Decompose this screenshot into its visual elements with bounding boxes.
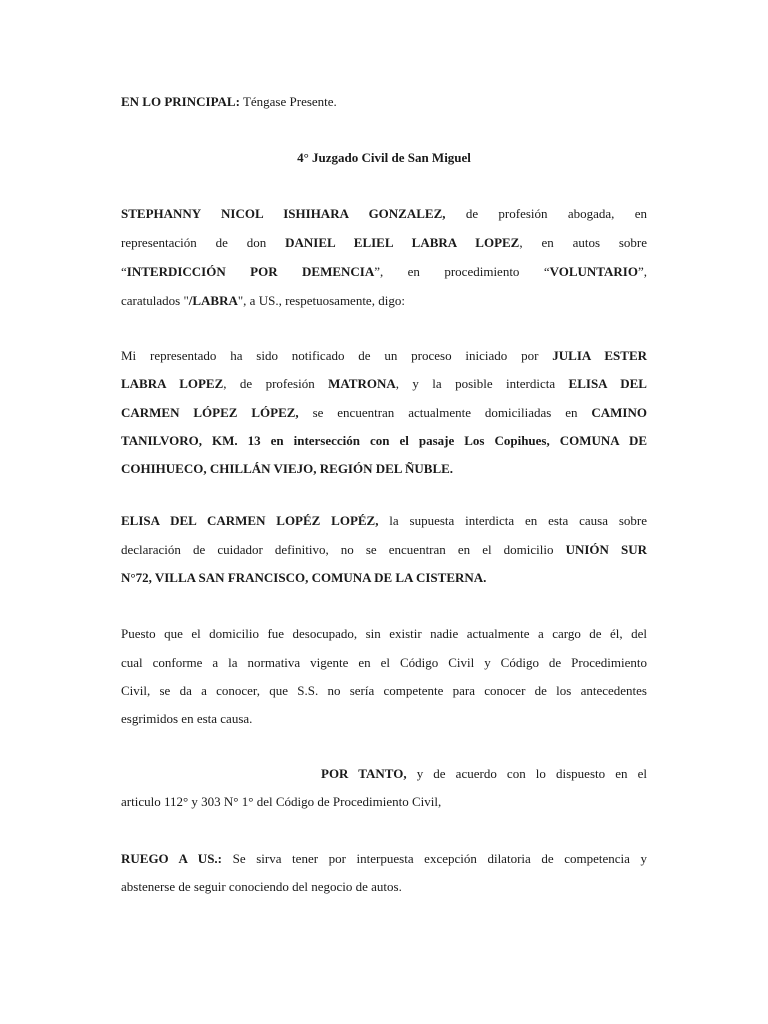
case-subject: INTERDICCIÓN POR DEMENCIA [126,264,375,279]
p1-line-4: caratulados "/LABRA", a US., respetuosamente, digo: [121,293,405,308]
por-tanto-label: POR TANTO, [321,766,407,781]
lawyer-name: STEPHANNY NICOL ISHIHARA GONZALEZ, [121,206,446,221]
p3-line-1: ELISA DEL CARMEN LOPÉZ LOPÉZ, la supuesta interdicta en esta causa sobre [121,513,647,528]
p5-line-2: articulo 112° y 303 N° 1° del Código de Procedimiento Civil, [121,794,442,809]
case-caption: /LABRA [188,293,238,308]
p2-line-4: TANILVORO, KM. 13 en intersección con el pasaje Los Copihues, COMUNA DE [121,433,647,448]
p4-line-1: Puesto que el domicilio fue desocupado, sin existir nadie actualmente a cargo de él, del [121,626,647,641]
p2-line-5: COHIHUECO, CHILLÁN VIEJO, REGIÓN DEL ÑUBLE. [121,461,454,476]
p5-line-1: POR TANTO, y de acuerdo con lo dispuesto en el [321,766,647,781]
court-name: 4° Juzgado Civil de San Miguel [297,150,471,165]
p2-line-2: LABRA LOPEZ, de profesión MATRONA, y la posible interdicta ELISA DEL [121,376,647,391]
p4-line-3: Civil, se da a conocer, que S.S. no sería competente para conocer de los antecedentes [121,683,647,698]
p3-line-2: declaración de cuidador definitivo, no se encuentran en el domicilio UNIÓN SUR [121,542,647,557]
p6-line-1: RUEGO A US.: Se sirva tener por interpuesta excepción dilatoria de competencia y [121,851,648,866]
p2-line-3: CARMEN LÓPEZ LÓPEZ, se encuentran actualmente domiciliadas en CAMINO [121,405,647,420]
p2-line-1: Mi representado ha sido notificado de un proceso iniciado por JULIA ESTER [121,348,647,363]
p6-line-2: abstenerse de seguir conociendo del negocio de autos. [121,879,402,894]
principal-text: Téngase Presente. [239,94,337,109]
p3-line-3: N°72, VILLA SAN FRANCISCO, COMUNA DE LA CISTERNA. [121,570,487,585]
p4-line-2: cual conforme a la normativa vigente en el Código Civil y Código de Procedimiento [121,655,647,670]
ruego-label: RUEGO A US.: [121,851,223,866]
p1-line-3: “INTERDICCIÓN POR DEMENCIA”, en procedimiento “VOLUNTARIO”, [121,264,647,279]
principal-heading [121,92,647,112]
p1-line-1: STEPHANNY NICOL ISHIHARA GONZALEZ, de profesión abogada, en [121,206,647,221]
p4-line-4: esgrimidos en esta causa. [121,711,253,726]
principal-label: EN LO PRINCIPAL: [121,94,240,109]
client-name: DANIEL ELIEL LABRA LOPEZ [285,235,520,250]
procedure-type: VOLUNTARIO [549,264,638,279]
p1-line-2: representación de don DANIEL ELIEL LABRA LOPEZ, en autos sobre [121,235,648,250]
